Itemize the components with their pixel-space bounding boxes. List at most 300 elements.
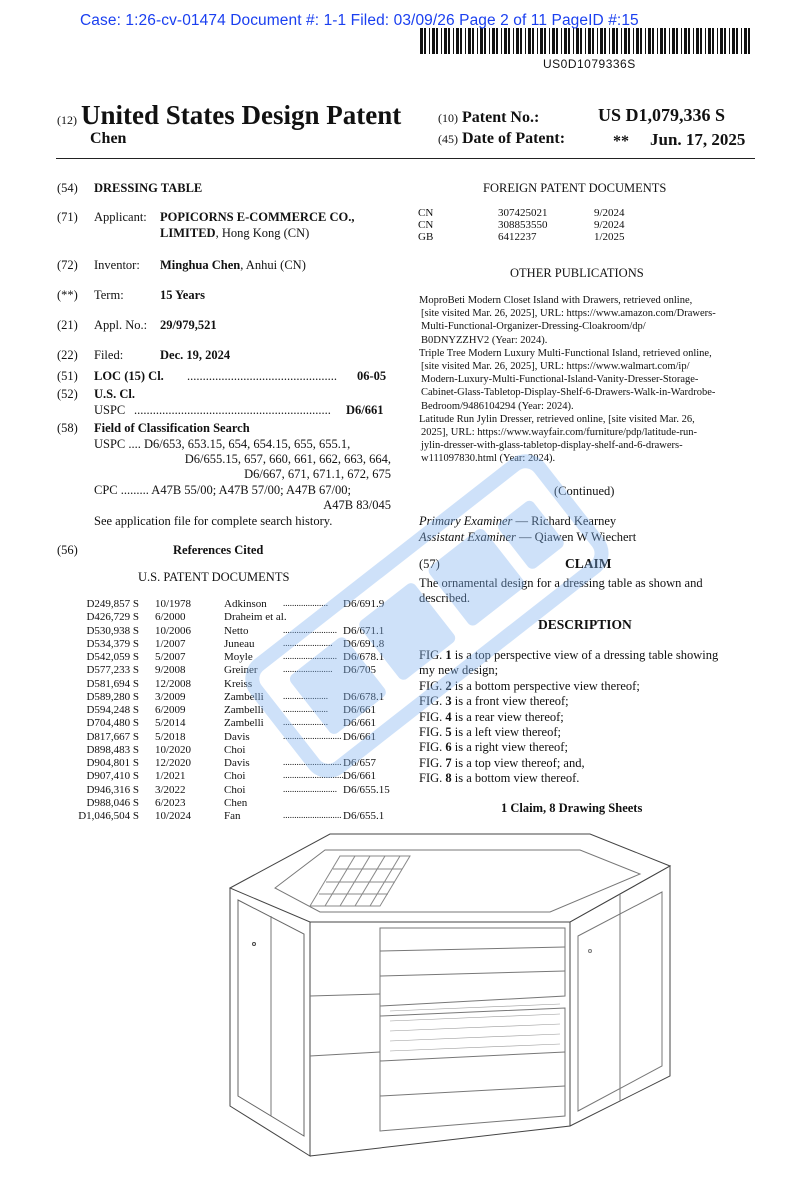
figure-description-row bbox=[419, 694, 718, 709]
search-uspc-line3: D6/667, 671, 671.1, 672, 675 bbox=[244, 467, 391, 481]
foreign-country: GB bbox=[418, 231, 434, 243]
publications-list bbox=[419, 294, 754, 466]
field-term bbox=[57, 288, 206, 303]
claim-heading: CLAIM bbox=[565, 556, 612, 571]
barcode-bar bbox=[720, 28, 723, 54]
barcode-bar bbox=[748, 28, 750, 54]
reference-class: D6/661 bbox=[343, 704, 376, 716]
us-patent-docs-heading: U.S. PATENT DOCUMENTS bbox=[138, 570, 290, 584]
barcode-bar bbox=[496, 28, 498, 54]
barcode-bar bbox=[660, 28, 663, 54]
patent-date: Jun. 17, 2025 bbox=[650, 130, 746, 149]
reference-inventor: Fan bbox=[224, 810, 241, 822]
barcode-bar bbox=[676, 28, 678, 54]
field-58 bbox=[57, 421, 250, 436]
figure-description-row bbox=[419, 756, 718, 771]
reference-number: D249,857 S bbox=[86, 598, 139, 610]
primary-examiner bbox=[419, 514, 616, 529]
barcode-bar bbox=[705, 28, 706, 54]
inventor-surname: Chen bbox=[90, 130, 127, 147]
reference-date: 10/2020 bbox=[155, 743, 192, 756]
reference-date: 1/2021 bbox=[155, 770, 186, 783]
barcode-bar bbox=[717, 28, 718, 54]
reference-row bbox=[73, 691, 393, 704]
foreign-date: 9/2024 bbox=[594, 207, 625, 219]
barcode-bar bbox=[448, 28, 450, 54]
reference-date: 10/1978 bbox=[155, 598, 192, 610]
barcode-bar bbox=[645, 28, 646, 54]
claim-text-line2: described. bbox=[419, 591, 471, 605]
reference-dots: ...................... bbox=[283, 664, 333, 675]
barcode-bar bbox=[549, 28, 550, 54]
barcode-bar bbox=[664, 28, 666, 54]
barcode-bar bbox=[556, 28, 558, 54]
barcode-bar bbox=[609, 28, 610, 54]
reference-inventor: Netto bbox=[224, 624, 249, 637]
field-tag: (21) bbox=[57, 318, 78, 332]
barcode-bar bbox=[544, 28, 546, 54]
reference-row bbox=[73, 704, 393, 717]
barcode-bar bbox=[520, 28, 522, 54]
barcode-bar bbox=[681, 28, 682, 54]
barcode-bar bbox=[592, 28, 594, 54]
barcode-bar bbox=[585, 28, 586, 54]
reference-dots: ........................ bbox=[283, 624, 337, 635]
barcode-bar bbox=[532, 28, 534, 54]
patent-number: US D1,079,336 S bbox=[598, 105, 726, 125]
field-21 bbox=[57, 318, 217, 333]
field-56 bbox=[57, 543, 264, 558]
reference-date: 1/2007 bbox=[155, 637, 186, 650]
reference-number: D946,316 S bbox=[86, 783, 139, 796]
figure-prefix: FIG. bbox=[419, 648, 443, 662]
reference-row bbox=[73, 731, 393, 744]
assistant-examiner bbox=[419, 530, 636, 545]
uspc-value: D6/661 bbox=[346, 403, 384, 417]
date-tag: (45) bbox=[438, 132, 458, 146]
uspc-dots: ............................................................... bbox=[134, 403, 331, 417]
barcode-bar bbox=[669, 28, 670, 54]
reference-class: D6/655.15 bbox=[343, 783, 390, 796]
reference-inventor: Davis bbox=[224, 757, 250, 769]
reference-inventor: Zambelli bbox=[224, 717, 264, 730]
reference-date: 12/2020 bbox=[155, 757, 192, 769]
applicant-name-line2: LIMITED bbox=[160, 226, 216, 240]
figure-text: is a front view thereof; bbox=[454, 694, 569, 709]
figure-number: 2 bbox=[445, 678, 452, 693]
reference-number: D426,729 S bbox=[86, 611, 139, 624]
figure-text: is a bottom view thereof. bbox=[454, 771, 580, 786]
field-72 bbox=[57, 258, 306, 273]
figure-text: is a bottom perspective view thereof; bbox=[454, 678, 640, 693]
patent-title-heading: United States Design Patent bbox=[81, 100, 402, 130]
reference-date: 10/2006 bbox=[155, 624, 192, 637]
barcode-bar bbox=[444, 28, 447, 54]
figure-number: 1 bbox=[445, 648, 452, 662]
barcode-bar bbox=[460, 28, 462, 54]
barcode-bar bbox=[604, 28, 606, 54]
reference-number: D530,938 S bbox=[86, 624, 139, 637]
loc-dots: ................................................ bbox=[187, 369, 337, 383]
inventor-name: Minghua Chen bbox=[160, 258, 241, 272]
search-cpc-line2: A47B 83/045 bbox=[323, 498, 391, 512]
figure-description-row bbox=[419, 648, 718, 663]
applicant-location: , Hong Kong (CN) bbox=[215, 226, 310, 240]
barcode-bar bbox=[636, 28, 639, 54]
description-heading: DESCRIPTION bbox=[538, 617, 632, 632]
reference-inventor: Moyle bbox=[224, 651, 253, 663]
reference-row bbox=[73, 651, 393, 664]
figure-prefix: FIG. bbox=[419, 678, 443, 693]
barcode-number: US0D1079336S bbox=[543, 57, 636, 71]
reference-row bbox=[73, 784, 393, 797]
barcode-bar bbox=[648, 28, 651, 54]
publication-line: [site visited Mar. 26, 2025], URL: https://www.amazon.com/Drawers- bbox=[421, 308, 716, 320]
figure-description-row bbox=[419, 740, 718, 755]
reference-date: 3/2022 bbox=[155, 783, 186, 796]
reference-row bbox=[73, 717, 393, 730]
field-54 bbox=[57, 181, 203, 196]
reference-row bbox=[73, 797, 393, 810]
reference-date: 5/2007 bbox=[155, 651, 186, 663]
barcode-bar bbox=[477, 28, 478, 54]
us-references-list bbox=[73, 598, 403, 828]
uspc-label: USPC bbox=[94, 403, 126, 417]
foreign-country: CN bbox=[418, 207, 434, 219]
patent-no-tag: (10) bbox=[438, 111, 458, 125]
field-tag: (22) bbox=[57, 348, 78, 362]
reference-number: D594,248 S bbox=[86, 704, 139, 716]
reference-date: 10/2024 bbox=[155, 810, 192, 822]
publication-line: Bedroom/9486104294 (Year: 2024). bbox=[421, 400, 574, 412]
barcode-bar bbox=[684, 28, 687, 54]
publication-line: B0DNYZZHV2 (Year: 2024). bbox=[421, 334, 548, 346]
figure-number: 7 bbox=[445, 755, 452, 770]
primary-examiner-name: — Richard Kearney bbox=[515, 514, 617, 528]
barcode-bar bbox=[612, 28, 615, 54]
figure-prefix: FIG. bbox=[419, 694, 443, 709]
header-divider bbox=[56, 158, 755, 159]
reference-number: D907,410 S bbox=[86, 770, 139, 783]
assistant-examiner-name: — Qiawen W Wiechert bbox=[519, 530, 637, 544]
barcode-bar bbox=[472, 28, 474, 54]
term-label: Term: bbox=[94, 288, 124, 302]
dressing-table-drawing bbox=[150, 826, 710, 1166]
reference-inventor: Choi bbox=[224, 770, 246, 783]
continued-note: (Continued) bbox=[554, 484, 615, 498]
filed-date: Dec. 19, 2024 bbox=[160, 348, 231, 362]
barcode-bar bbox=[432, 28, 435, 54]
appl-no-value: 29/979,521 bbox=[160, 318, 217, 332]
claim-text-line1: The ornamental design for a dressing table as shown and bbox=[419, 576, 703, 590]
barcode-bar bbox=[513, 28, 514, 54]
figure-text: is a top view thereof; and, bbox=[454, 755, 585, 770]
figure-description-row bbox=[419, 679, 718, 694]
figure-number: 5 bbox=[445, 724, 452, 739]
search-history-note: See application file for complete search history. bbox=[94, 514, 333, 528]
figure-text: is a rear view thereof; bbox=[454, 709, 564, 724]
figure-number: 3 bbox=[445, 694, 452, 709]
barcode-bar bbox=[436, 28, 438, 54]
barcode-image bbox=[420, 28, 750, 54]
patent-no-label: Patent No.: bbox=[462, 109, 540, 126]
reference-number: D581,694 S bbox=[86, 677, 139, 690]
field-71 bbox=[57, 210, 355, 225]
barcode-bar bbox=[633, 28, 634, 54]
filed-label: Filed: bbox=[94, 348, 124, 362]
publication-line: Modern-Luxury-Multi-Functional-Island-Vanity-Dresser-Storage- bbox=[421, 374, 699, 386]
loc-label: LOC (15) Cl. bbox=[94, 369, 164, 383]
barcode-bar bbox=[564, 28, 567, 54]
barcode-bar bbox=[741, 28, 742, 54]
reference-inventor: Zambelli bbox=[224, 704, 264, 716]
field-tag: (56) bbox=[57, 543, 78, 557]
publication-line: [site visited Mar. 26, 2025], URL: https://www.walmart.com/ip/ bbox=[421, 361, 690, 373]
figure-prefix: FIG. bbox=[419, 755, 443, 770]
figure-description-row bbox=[419, 771, 718, 786]
reference-class: D6/691.9 bbox=[343, 598, 385, 610]
reference-row bbox=[73, 757, 393, 770]
reference-row bbox=[73, 744, 393, 757]
figure-description-row bbox=[419, 725, 718, 740]
foreign-reference-row bbox=[418, 231, 738, 244]
reference-class: D6/661 bbox=[343, 730, 376, 743]
reference-date: 5/2018 bbox=[155, 730, 186, 743]
reference-row bbox=[73, 611, 393, 624]
figure-text: is a top perspective view of a dressing table showing bbox=[454, 648, 719, 662]
patent-number-row bbox=[438, 109, 539, 127]
figure-number: 4 bbox=[445, 709, 452, 724]
patent-date-row bbox=[438, 130, 565, 148]
reference-class: D6/691.8 bbox=[343, 637, 385, 650]
reference-number: D1,046,504 S bbox=[78, 810, 139, 822]
barcode-bar bbox=[736, 28, 738, 54]
field-tag: (54) bbox=[57, 181, 78, 195]
references-cited-label: References Cited bbox=[173, 543, 264, 557]
field-57 bbox=[419, 557, 440, 572]
publication-entry bbox=[419, 413, 754, 466]
reference-row bbox=[73, 625, 393, 638]
reference-class: D6/671.1 bbox=[343, 624, 385, 637]
reference-inventor: Chen bbox=[224, 796, 248, 809]
barcode-bar bbox=[693, 28, 694, 54]
barcode-bar bbox=[624, 28, 627, 54]
reference-date: 3/2009 bbox=[155, 690, 186, 703]
barcode-bar bbox=[652, 28, 654, 54]
reference-date: 6/2023 bbox=[155, 796, 186, 809]
reference-number: D534,379 S bbox=[86, 637, 139, 650]
figure-prefix: FIG. bbox=[419, 771, 443, 786]
reference-inventor: Greiner bbox=[224, 664, 258, 677]
figure-number: 6 bbox=[445, 740, 452, 755]
publication-line: Multi-Functional-Organizer-Dressing-Cloakroom/dp/ bbox=[421, 321, 646, 333]
barcode-bar bbox=[501, 28, 502, 54]
barcode-bar bbox=[621, 28, 622, 54]
reference-row bbox=[73, 664, 393, 677]
publication-line: w111097830.html (Year: 2024). bbox=[421, 453, 556, 465]
other-publications-heading: OTHER PUBLICATIONS bbox=[510, 266, 644, 280]
reference-class: D6/661 bbox=[343, 717, 376, 730]
foreign-date: 1/2025 bbox=[594, 231, 625, 243]
reference-dots: .......................... bbox=[283, 810, 342, 820]
reference-inventor: Zambelli bbox=[224, 690, 264, 703]
barcode-bar bbox=[688, 28, 690, 54]
barcode-bar bbox=[525, 28, 526, 54]
barcode-bar bbox=[732, 28, 735, 54]
claims-sheets-count: 1 Claim, 8 Drawing Sheets bbox=[501, 801, 643, 815]
reference-number: D817,667 S bbox=[86, 730, 139, 743]
foreign-number: 307425021 bbox=[498, 207, 548, 219]
barcode-bar bbox=[600, 28, 603, 54]
barcode-bar bbox=[744, 28, 747, 54]
reference-date: 6/2000 bbox=[155, 611, 186, 624]
field-52-uspc bbox=[94, 403, 392, 418]
figure-number: 8 bbox=[445, 771, 452, 786]
barcode-bar bbox=[465, 28, 466, 54]
foreign-number: 308853550 bbox=[498, 219, 548, 231]
barcode-bar bbox=[700, 28, 702, 54]
barcode-bar bbox=[588, 28, 591, 54]
barcode-bar bbox=[516, 28, 519, 54]
barcode-bar bbox=[453, 28, 454, 54]
publication-entry bbox=[419, 347, 754, 413]
reference-inventor: Choi bbox=[224, 743, 246, 756]
assistant-examiner-label: Assistant Examiner bbox=[419, 530, 516, 544]
barcode-bar bbox=[628, 28, 630, 54]
reference-date: 9/2008 bbox=[155, 664, 186, 677]
barcode-bar bbox=[441, 28, 442, 54]
reference-dots: .................... bbox=[283, 690, 328, 701]
date-mark: ** bbox=[613, 133, 629, 150]
field-tag: (72) bbox=[57, 258, 78, 272]
field-tag: (**) bbox=[57, 288, 78, 302]
applicant-label: Applicant: bbox=[94, 210, 147, 224]
barcode-bar bbox=[528, 28, 531, 54]
figure-text: is a left view thereof; bbox=[454, 724, 561, 739]
date-label: Date of Patent: bbox=[462, 130, 566, 147]
foreign-country: CN bbox=[418, 219, 434, 231]
court-filing-stamp: Case: 1:26-cv-01474 Document #: 1-1 Filed: 03/09/26 Page 2 of 11 PageID #:15 bbox=[80, 12, 639, 29]
figure-descriptions bbox=[419, 648, 718, 787]
loc-value: 06-05 bbox=[357, 369, 387, 383]
barcode-bar bbox=[724, 28, 726, 54]
search-field-label: Field of Classification Search bbox=[94, 421, 250, 435]
barcode-bar bbox=[657, 28, 658, 54]
barcode-bar bbox=[597, 28, 598, 54]
barcode-bar bbox=[552, 28, 555, 54]
applicant-name-line1: POPICORNS E-COMMERCE CO., bbox=[160, 210, 355, 224]
field-51 bbox=[57, 369, 392, 384]
reference-number: D577,233 S bbox=[86, 664, 139, 677]
publication-line: jylin-dresser-with-glass-tabletop-display-shelf-and-6-drawers- bbox=[421, 440, 683, 452]
reference-inventor: Kreiss bbox=[224, 677, 253, 690]
barcode-bar bbox=[480, 28, 483, 54]
reference-dots: ...................... bbox=[283, 637, 333, 648]
barcode-bar bbox=[424, 28, 426, 54]
reference-number: D898,483 S bbox=[86, 743, 139, 756]
publication-line: Cabinet-Glass-Tabletop-Display-Shelf-6-Drawers-Walk-in-Wardrobe- bbox=[421, 387, 716, 399]
reference-class: D6/655.1 bbox=[343, 810, 385, 822]
reference-row bbox=[73, 770, 393, 783]
barcode-bar bbox=[708, 28, 711, 54]
kind-tag: (12) bbox=[57, 113, 77, 127]
search-uspc-line2: D6/655.15, 657, 660, 661, 662, 663, 664, bbox=[184, 452, 391, 466]
publication-line: MoproBeti Modern Closet Island with Drawers, retrieved online, bbox=[419, 295, 693, 306]
term-value: 15 Years bbox=[160, 288, 206, 302]
reference-class: D6/678.1 bbox=[343, 651, 385, 663]
barcode-bar bbox=[561, 28, 562, 54]
barcode-bar bbox=[456, 28, 459, 54]
barcode-bar bbox=[712, 28, 714, 54]
barcode-bar bbox=[696, 28, 699, 54]
reference-inventor: Davis bbox=[224, 730, 250, 743]
reference-class: D6/678.1 bbox=[343, 690, 385, 703]
reference-number: D904,801 S bbox=[86, 757, 139, 769]
barcode-bar bbox=[537, 28, 538, 54]
design-title: DRESSING TABLE bbox=[94, 181, 203, 195]
barcode-bar bbox=[573, 28, 574, 54]
inventor-label: Inventor: bbox=[94, 258, 140, 272]
barcode-bar bbox=[489, 28, 490, 54]
reference-number: D704,480 S bbox=[86, 717, 139, 730]
figure-description-row bbox=[419, 663, 718, 678]
reference-number: D542,059 S bbox=[86, 651, 139, 663]
reference-inventor: Choi bbox=[224, 783, 246, 796]
publication-line: Latitude Run Jylin Dresser, retrieved online, [site visited Mar. 26, bbox=[419, 413, 695, 425]
field-71-line2 bbox=[160, 226, 309, 241]
patent-type-heading bbox=[57, 100, 401, 131]
foreign-docs-heading: FOREIGN PATENT DOCUMENTS bbox=[483, 181, 667, 195]
reference-date: 6/2009 bbox=[155, 704, 186, 716]
reference-inventor: Juneau bbox=[224, 637, 255, 650]
publication-entry bbox=[419, 294, 754, 347]
field-22 bbox=[57, 348, 231, 363]
reference-number: D988,046 S bbox=[86, 796, 139, 809]
foreign-number: 6412237 bbox=[498, 231, 537, 243]
figure-prefix: FIG. bbox=[419, 709, 443, 724]
reference-row bbox=[73, 810, 393, 823]
barcode-bar bbox=[420, 28, 423, 54]
reference-class: D6/657 bbox=[343, 757, 376, 769]
reference-row bbox=[73, 598, 393, 611]
figure-text: is a right view thereof; bbox=[454, 740, 568, 755]
publication-line: Triple Tree Modern Luxury Multi-Functional Island, retrieved online, bbox=[419, 347, 712, 359]
field-tag: (71) bbox=[57, 210, 78, 224]
figure-prefix: FIG. bbox=[419, 724, 443, 739]
barcode-bar bbox=[729, 28, 730, 54]
barcode-bar bbox=[468, 28, 471, 54]
foreign-date: 9/2024 bbox=[594, 219, 625, 231]
barcode-bar bbox=[540, 28, 543, 54]
us-cl-label: U.S. Cl. bbox=[94, 387, 135, 401]
reference-date: 12/2008 bbox=[155, 677, 192, 690]
barcode-bar bbox=[640, 28, 642, 54]
inventor-location: , Anhui (CN) bbox=[240, 258, 306, 272]
foreign-references-list bbox=[418, 207, 753, 247]
field-tag: (52) bbox=[57, 387, 78, 401]
field-tag: (57) bbox=[419, 557, 440, 571]
search-uspc-line1: USPC .... D6/653, 653.15, 654, 654.15, 655, 655.1, bbox=[94, 437, 351, 451]
barcode-bar bbox=[504, 28, 507, 54]
reference-dots: .................... bbox=[283, 704, 328, 714]
reference-class: D6/705 bbox=[343, 664, 376, 677]
field-52 bbox=[57, 387, 135, 402]
reference-inventor: Adkinson bbox=[224, 598, 267, 610]
barcode-bar bbox=[672, 28, 675, 54]
barcode-bar bbox=[508, 28, 510, 54]
reference-dots: .......................... bbox=[283, 730, 342, 741]
reference-class: D6/661 bbox=[343, 770, 376, 783]
